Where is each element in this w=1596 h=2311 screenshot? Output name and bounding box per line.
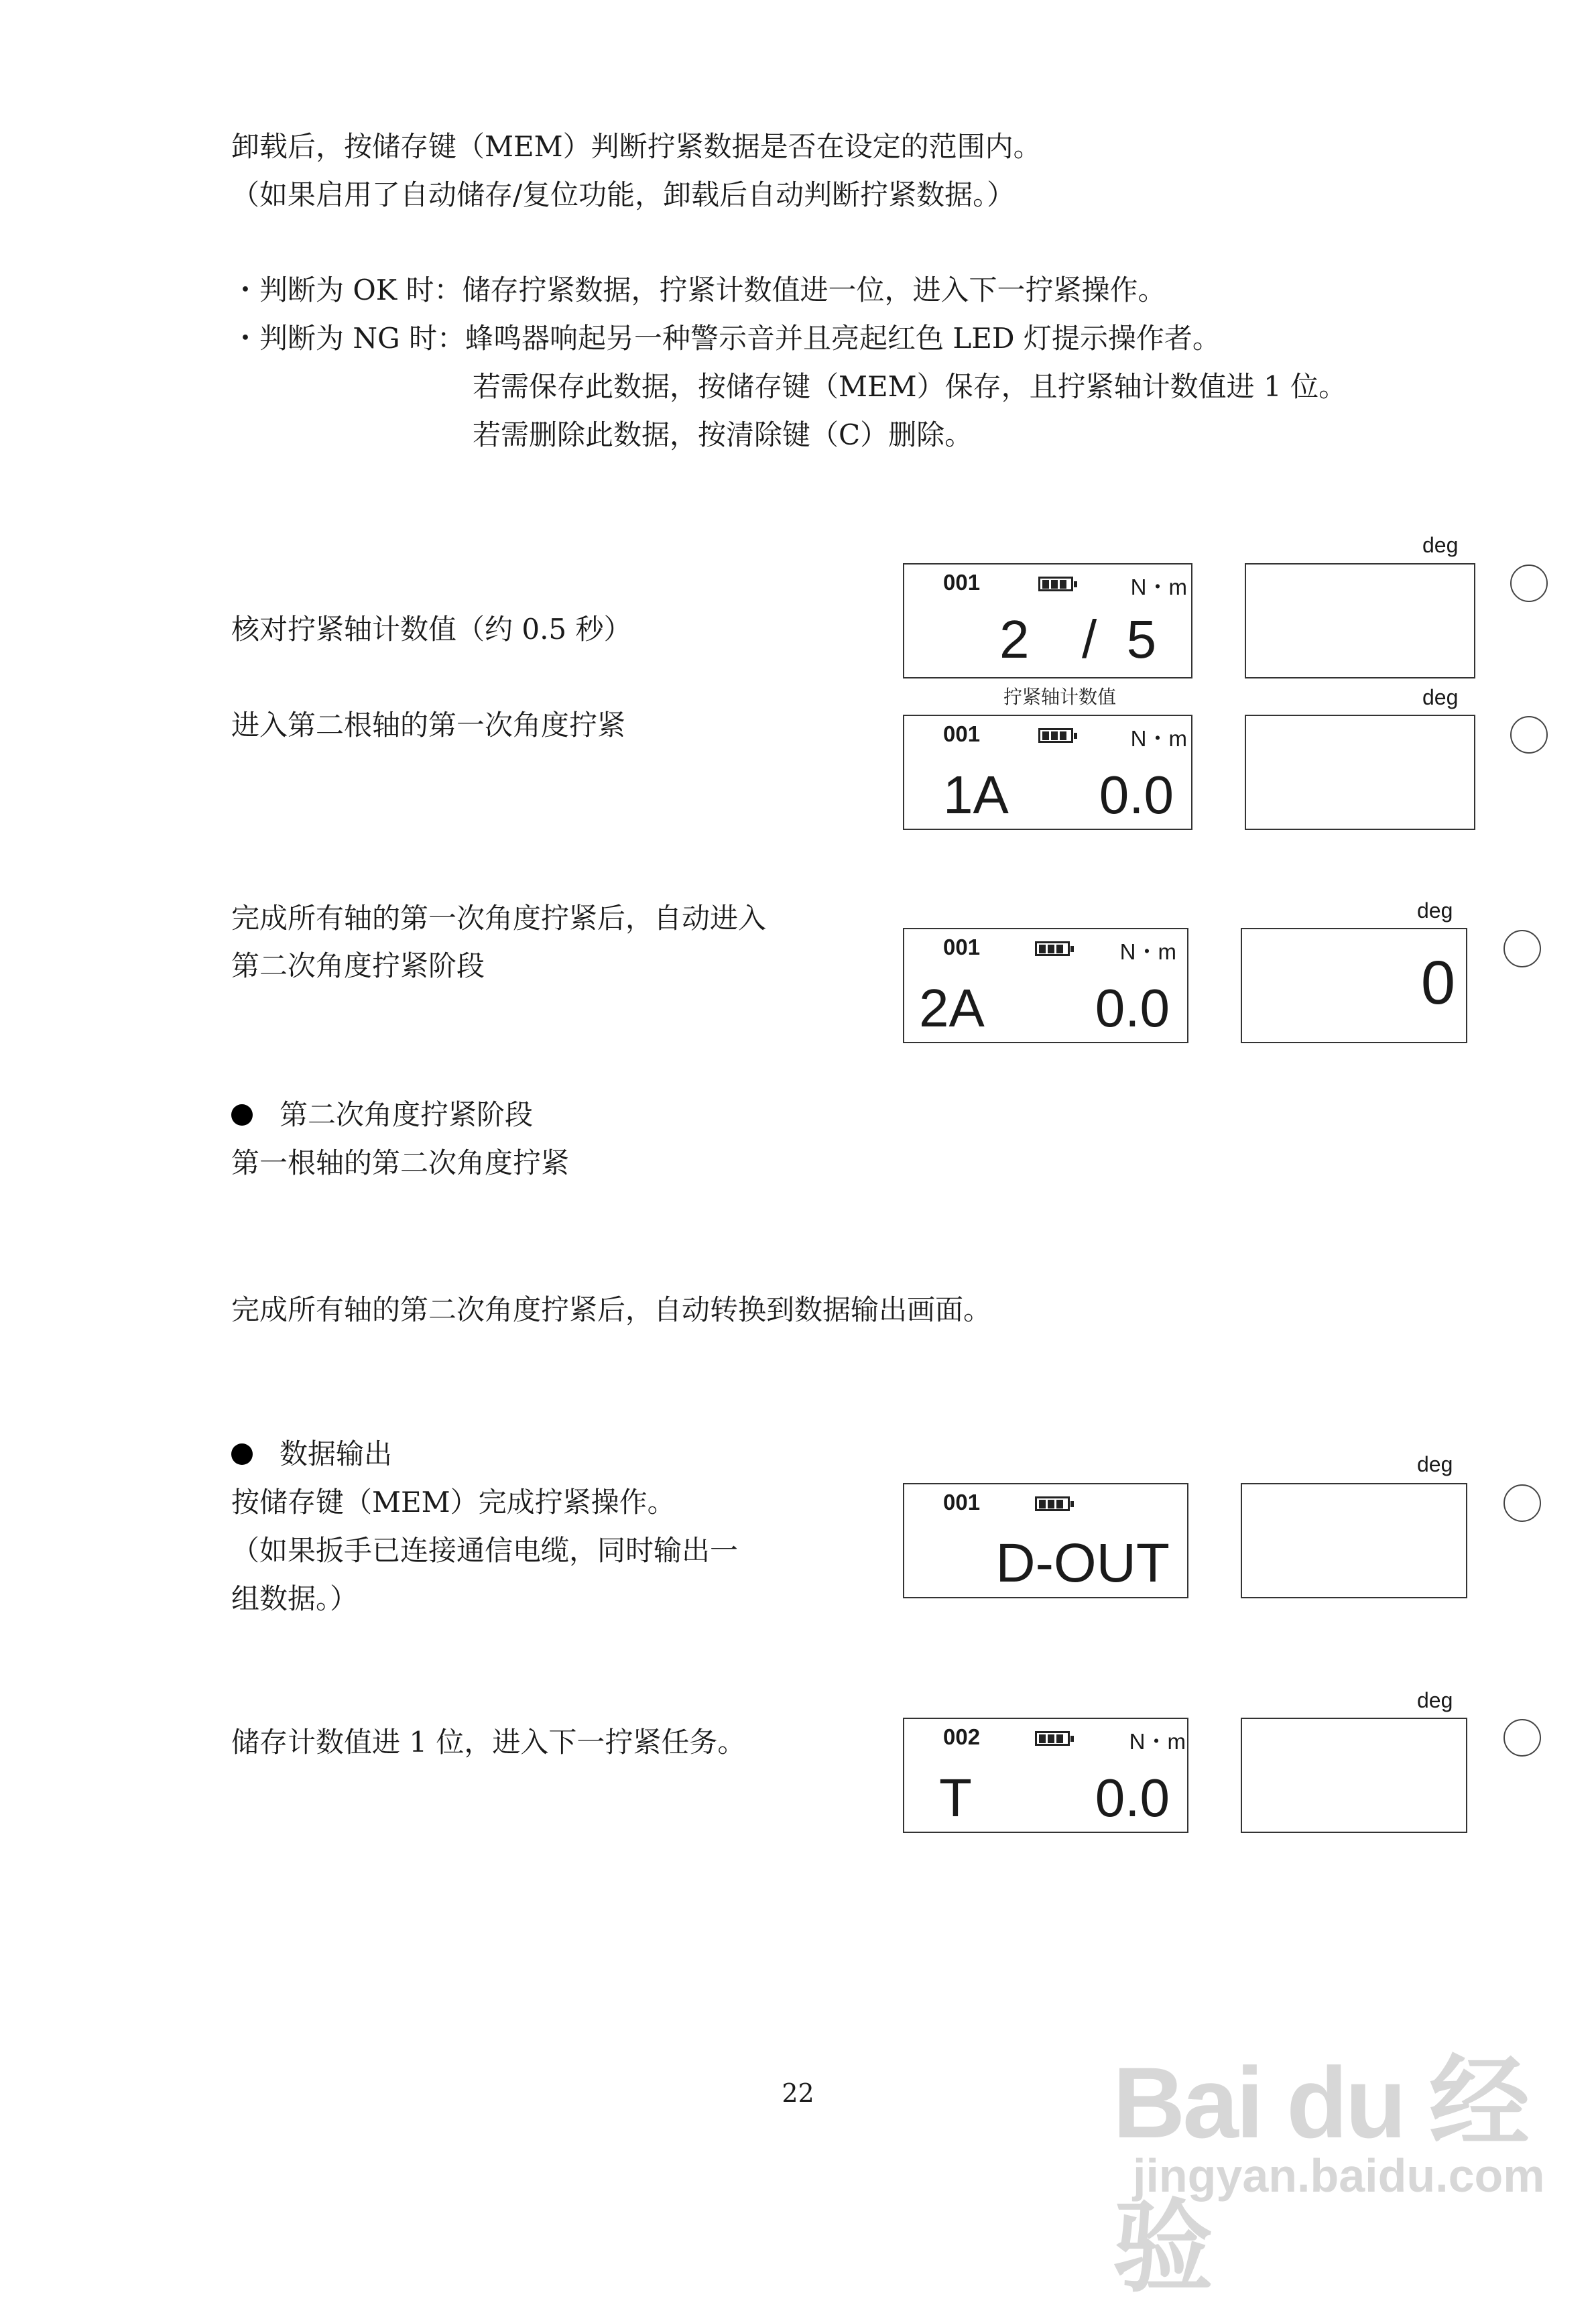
step2-lcd-display [903, 715, 1192, 830]
lcd-id: 001 [943, 570, 981, 595]
phase2-completion: 完成所有轴的第二次角度拧紧后，自动转换到数据输出画面。 [231, 1293, 992, 1326]
lcd-torque-value: 0.0 [1095, 1768, 1170, 1828]
step1-angle-display [1245, 563, 1475, 678]
phase2-heading [231, 1095, 533, 1134]
lcd-output-text: D-OUT [995, 1533, 1170, 1594]
step3-angle-display [1241, 928, 1467, 1043]
bullet-icon [231, 1443, 253, 1465]
step4-description-1: 按储存键（MEM）完成拧紧操作。 [231, 1486, 676, 1519]
step3-lcd-display [903, 928, 1188, 1043]
lcd-mode: 2A [919, 978, 985, 1038]
battery-icon [1038, 577, 1073, 591]
step5-angle-display [1241, 1718, 1467, 1833]
phase2-title: 第二次角度拧紧阶段 [280, 1098, 534, 1131]
lcd-torque-value: 0.0 [1099, 765, 1174, 825]
watermark-url: jingyan.baidu.com [1133, 2149, 1545, 2202]
lcd-id: 001 [943, 935, 981, 959]
step2-deg-label: deg [1422, 685, 1459, 709]
step5-lcd-display [903, 1718, 1188, 1833]
lcd-unit: N・m [1119, 939, 1176, 964]
step2-angle-display [1245, 715, 1475, 830]
lcd-torque-value: 0.0 [1095, 978, 1170, 1038]
lcd-count-current: 2 [999, 609, 1030, 669]
lcd-id: 002 [943, 1724, 981, 1749]
output-title: 数据输出 [280, 1437, 393, 1470]
step1-lcd-caption: 拧紧轴计数值 [1003, 687, 1117, 707]
step4-lcd-display [903, 1483, 1188, 1598]
lcd-unit: N・m [1130, 726, 1187, 751]
bullet-icon [231, 1104, 253, 1126]
lcd-mode: 1A [943, 765, 1009, 825]
lcd-unit: N・m [1129, 1729, 1186, 1754]
intro-line-1: 卸载后，按储存键（MEM）判断拧紧数据是否在设定的范围内。 [231, 130, 1042, 163]
step1-deg-label: deg [1422, 533, 1459, 557]
ng-delete-line: 若需删除此数据，按清除键（C）删除。 [473, 418, 973, 451]
step4-description-3: 组数据。） [231, 1582, 359, 1615]
watermark-logo: Bai du 经验 [1113, 2046, 1528, 2304]
lcd-id: 001 [943, 1490, 981, 1515]
lcd-mode: T [939, 1768, 972, 1828]
step4-deg-label: deg [1417, 1452, 1453, 1476]
ok-judgement-line: ・判断为 OK 时：储存拧紧数据，拧紧计数值进一位，进入下一拧紧操作。 [231, 274, 1166, 306]
ng-judgement-line: ・判断为 NG 时：蜂鸣器响起另一种警示音并且亮起红色 LED 灯提示操作者。 [231, 322, 1221, 355]
step3-deg-label: deg [1417, 898, 1453, 923]
lcd-count-total: / 5 [1082, 609, 1157, 669]
battery-icon [1035, 1731, 1070, 1746]
step2-description: 进入第二根轴的第一次角度拧紧 [231, 709, 626, 742]
step1-indicator-circle [1510, 565, 1548, 602]
intro-line-2: （如果启用了自动储存/复位功能，卸载后自动判断拧紧数据。） [231, 178, 1016, 211]
phase2-description: 第一根轴的第二次角度拧紧 [231, 1146, 570, 1179]
step5-indicator-circle [1503, 1719, 1541, 1757]
step1-description: 核对拧紧轴计数值（约 0.5 秒） [231, 613, 632, 646]
ng-save-line: 若需保存此数据，按储存键（MEM）保存，且拧紧轴计数值进 1 位。 [473, 370, 1347, 403]
lcd-id: 001 [943, 721, 981, 746]
step4-angle-display [1241, 1483, 1467, 1598]
output-heading [231, 1435, 392, 1474]
step2-indicator-circle [1510, 716, 1548, 754]
step3-indicator-circle [1503, 930, 1541, 967]
step4-description-2: （如果扳手已连接通信电缆，同时输出一 [231, 1534, 739, 1567]
battery-icon [1038, 728, 1073, 743]
step1-lcd-display [903, 563, 1192, 678]
step5-description: 储存计数值进 1 位，进入下一拧紧任务。 [231, 1726, 746, 1759]
lcd-unit: N・m [1130, 575, 1187, 599]
battery-icon [1035, 941, 1070, 956]
angle-value: 0 [1420, 949, 1455, 1017]
battery-icon [1035, 1496, 1070, 1511]
step3-description-1: 完成所有轴的第一次角度拧紧后，自动进入 [231, 902, 767, 935]
page-number: 22 [782, 2078, 814, 2108]
step5-deg-label: deg [1417, 1688, 1453, 1712]
step3-description-2: 第二次角度拧紧阶段 [231, 949, 485, 982]
step4-indicator-circle [1503, 1484, 1541, 1522]
